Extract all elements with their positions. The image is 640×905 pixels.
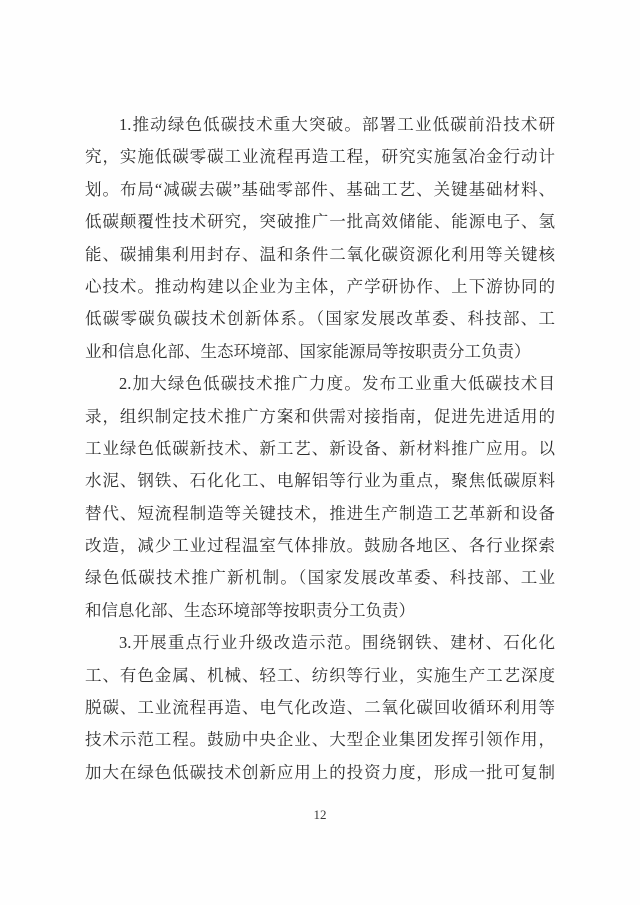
text-line: 工、有色金属、机械、轻工、纺织等行业，实施生产工艺深度 [85, 665, 555, 685]
text-line: 脱碳、工业流程再造、电气化改造、二氧化碳回收循环利用等 [85, 698, 555, 718]
paragraph-1 [85, 109, 555, 368]
text-line: 低碳颠覆性技术研究，突破推广一批高效储能、能源电子、氢 [85, 212, 555, 232]
text-line: 录，组织制定技术推广方案和供需对接指南，促进先进适用的 [85, 406, 555, 426]
text-line: 心技术。推动构建以企业为主体，产学研协作、上下游协同的 [85, 276, 555, 296]
text-line: 究，实施低碳零碳工业流程再造工程，研究实施氢冶金行动计 [85, 147, 555, 167]
text-line: 1.推动绿色低碳技术重大突破。部署工业低碳前沿技术研 [119, 115, 555, 134]
paragraph-2 [85, 368, 555, 627]
text-line: 和信息化部、生态环境部等按职责分工负责） [85, 600, 415, 620]
text-line: 低碳零碳负碳技术创新体系。（国家发展改革委、科技部、工 [85, 309, 555, 329]
page-number: 12 [313, 807, 327, 822]
text-line: 3.开展重点行业升级改造示范。围绕钢铁、建材、石化化 [119, 633, 555, 653]
text-line: 划。布局“减碳去碳”基础零部件、基础工艺、关键基础材料、 [85, 179, 555, 199]
paragraph-3 [85, 627, 555, 789]
text-line: 加大在绿色低碳技术创新应用上的投资力度，形成一批可复制 [85, 762, 555, 782]
text-line: 业和信息化部、生态环境部、国家能源局等按职责分工负责） [85, 341, 531, 361]
text-line: 技术示范工程。鼓励中央企业、大型企业集团发挥引领作用， [85, 730, 555, 750]
text-line: 替代、短流程制造等关键技术，推进生产制造工艺革新和设备 [85, 503, 555, 523]
text-line: 改造，减少工业过程温室气体排放。鼓励各地区、各行业探索 [85, 536, 555, 556]
text-line: 2.加大绿色低碳技术推广力度。发布工业重大低碳技术目 [119, 374, 555, 394]
text-line: 水泥、钢铁、石化化工、电解铝等行业为重点，聚焦低碳原料 [85, 471, 555, 491]
text-line: 工业绿色低碳新技术、新工艺、新设备、新材料推广应用。以 [85, 438, 555, 458]
document-body [85, 109, 555, 789]
text-line: 能、碳捕集利用封存、温和条件二氧化碳资源化利用等关键核 [85, 244, 555, 264]
text-line: 绿色低碳技术推广新机制。（国家发展改革委、科技部、工业 [85, 568, 555, 588]
